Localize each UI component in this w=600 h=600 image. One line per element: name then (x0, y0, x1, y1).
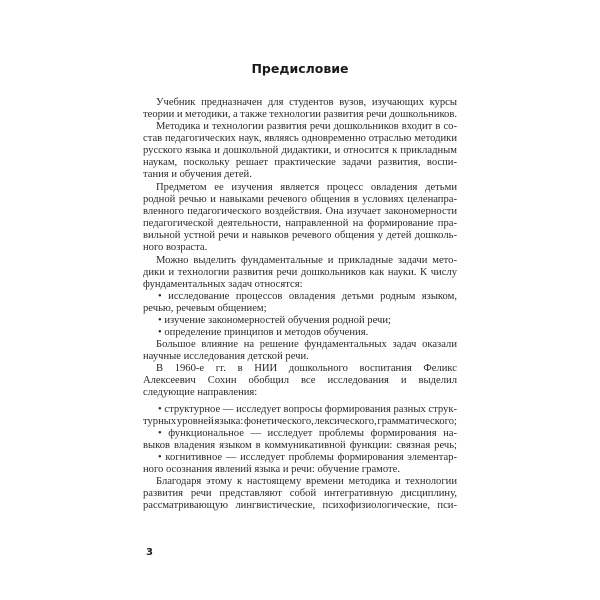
bullet-line: • определение принципов и методов обучения. (158, 327, 369, 338)
bullet-line: • функциональное — исследует проблемы формирования на- (158, 428, 457, 439)
text-line: Алексеевич Сохин обобщил все исследования и выделил (143, 375, 457, 386)
text-line: рассматривающую лингвистические, психофизиологические, пси- (143, 500, 457, 511)
text-line: Учебник предназначен для студентов вузов, изучающих курсы (156, 97, 457, 108)
text-line: научные исследования детской речи. (143, 351, 309, 362)
page-title: Предисловие (251, 61, 349, 76)
text-line: выков владения языком в коммуникативной функции: связная речь; (143, 440, 457, 451)
text-line: вленного педагогического воздействия. Она изучает закономерности (143, 206, 457, 217)
text-line: родной речью и навыками речевого общения в условиях целенапра- (143, 194, 457, 205)
page-number: 3 (146, 547, 153, 558)
text-line: педагогической деятельности, направленной на формирование пра- (143, 218, 457, 229)
text-line: Большое влияние на решение фундаментальных задач оказали (156, 339, 457, 350)
text-line: следующие направления: (143, 387, 258, 398)
text-line: став педагогических наук, являясь одновременно отраслью методики (143, 133, 457, 144)
text-line: фундаментальных задач относятся: (143, 279, 303, 290)
text-line: развития речи представляют собой интегративную дисциплину, (143, 488, 457, 499)
text-line: Предметом ее изучения является процесс овладения детьми (156, 182, 457, 193)
bullet-line: • структурное — исследует вопросы формирования разных струк- (158, 404, 457, 415)
text-line: Методика и технологии развития речи дошкольников входит в со- (156, 121, 457, 132)
text-line: ного возраста. (143, 242, 208, 253)
text-line: Благодаря этому к настоящему времени методика и технологии (156, 476, 457, 487)
text-line: вильной устной речи и навыков речевого общения у детей дошколь- (143, 230, 457, 241)
bullet-line: • когнитивное — исследует проблемы формирования элементар- (158, 452, 457, 463)
bullet-line: • исследование процессов овладения детьми родным языком, (158, 291, 457, 302)
text-line: Можно выделить фундаментальные и прикладные задачи мето- (156, 255, 457, 266)
text-line: наукам, поскольку решает практические задачи развития, воспи- (143, 157, 457, 168)
text-line: теории и методики, а также технологии развития речи дошкольников. (143, 109, 457, 120)
bullet-line: • изучение закономерностей обучения родной речи; (158, 315, 391, 326)
text-line: русского языка и дошкольной дидактики, и относится к прикладным (143, 145, 457, 156)
text-line: тания и обучения детей. (143, 169, 252, 180)
text-line: В 1960-е гг. в НИИ дошкольного воспитания Феликс (156, 363, 457, 374)
text-line: ного осознания явлений языка и речи: обучение грамоте. (143, 464, 400, 475)
text-line: речью, речевым общением; (143, 303, 267, 314)
text-line: турных уровней языка: фонетического, лексического, грамматического; (143, 416, 457, 427)
text-line: дики и технологии развития речи дошкольников как науки. К числу (143, 267, 457, 278)
